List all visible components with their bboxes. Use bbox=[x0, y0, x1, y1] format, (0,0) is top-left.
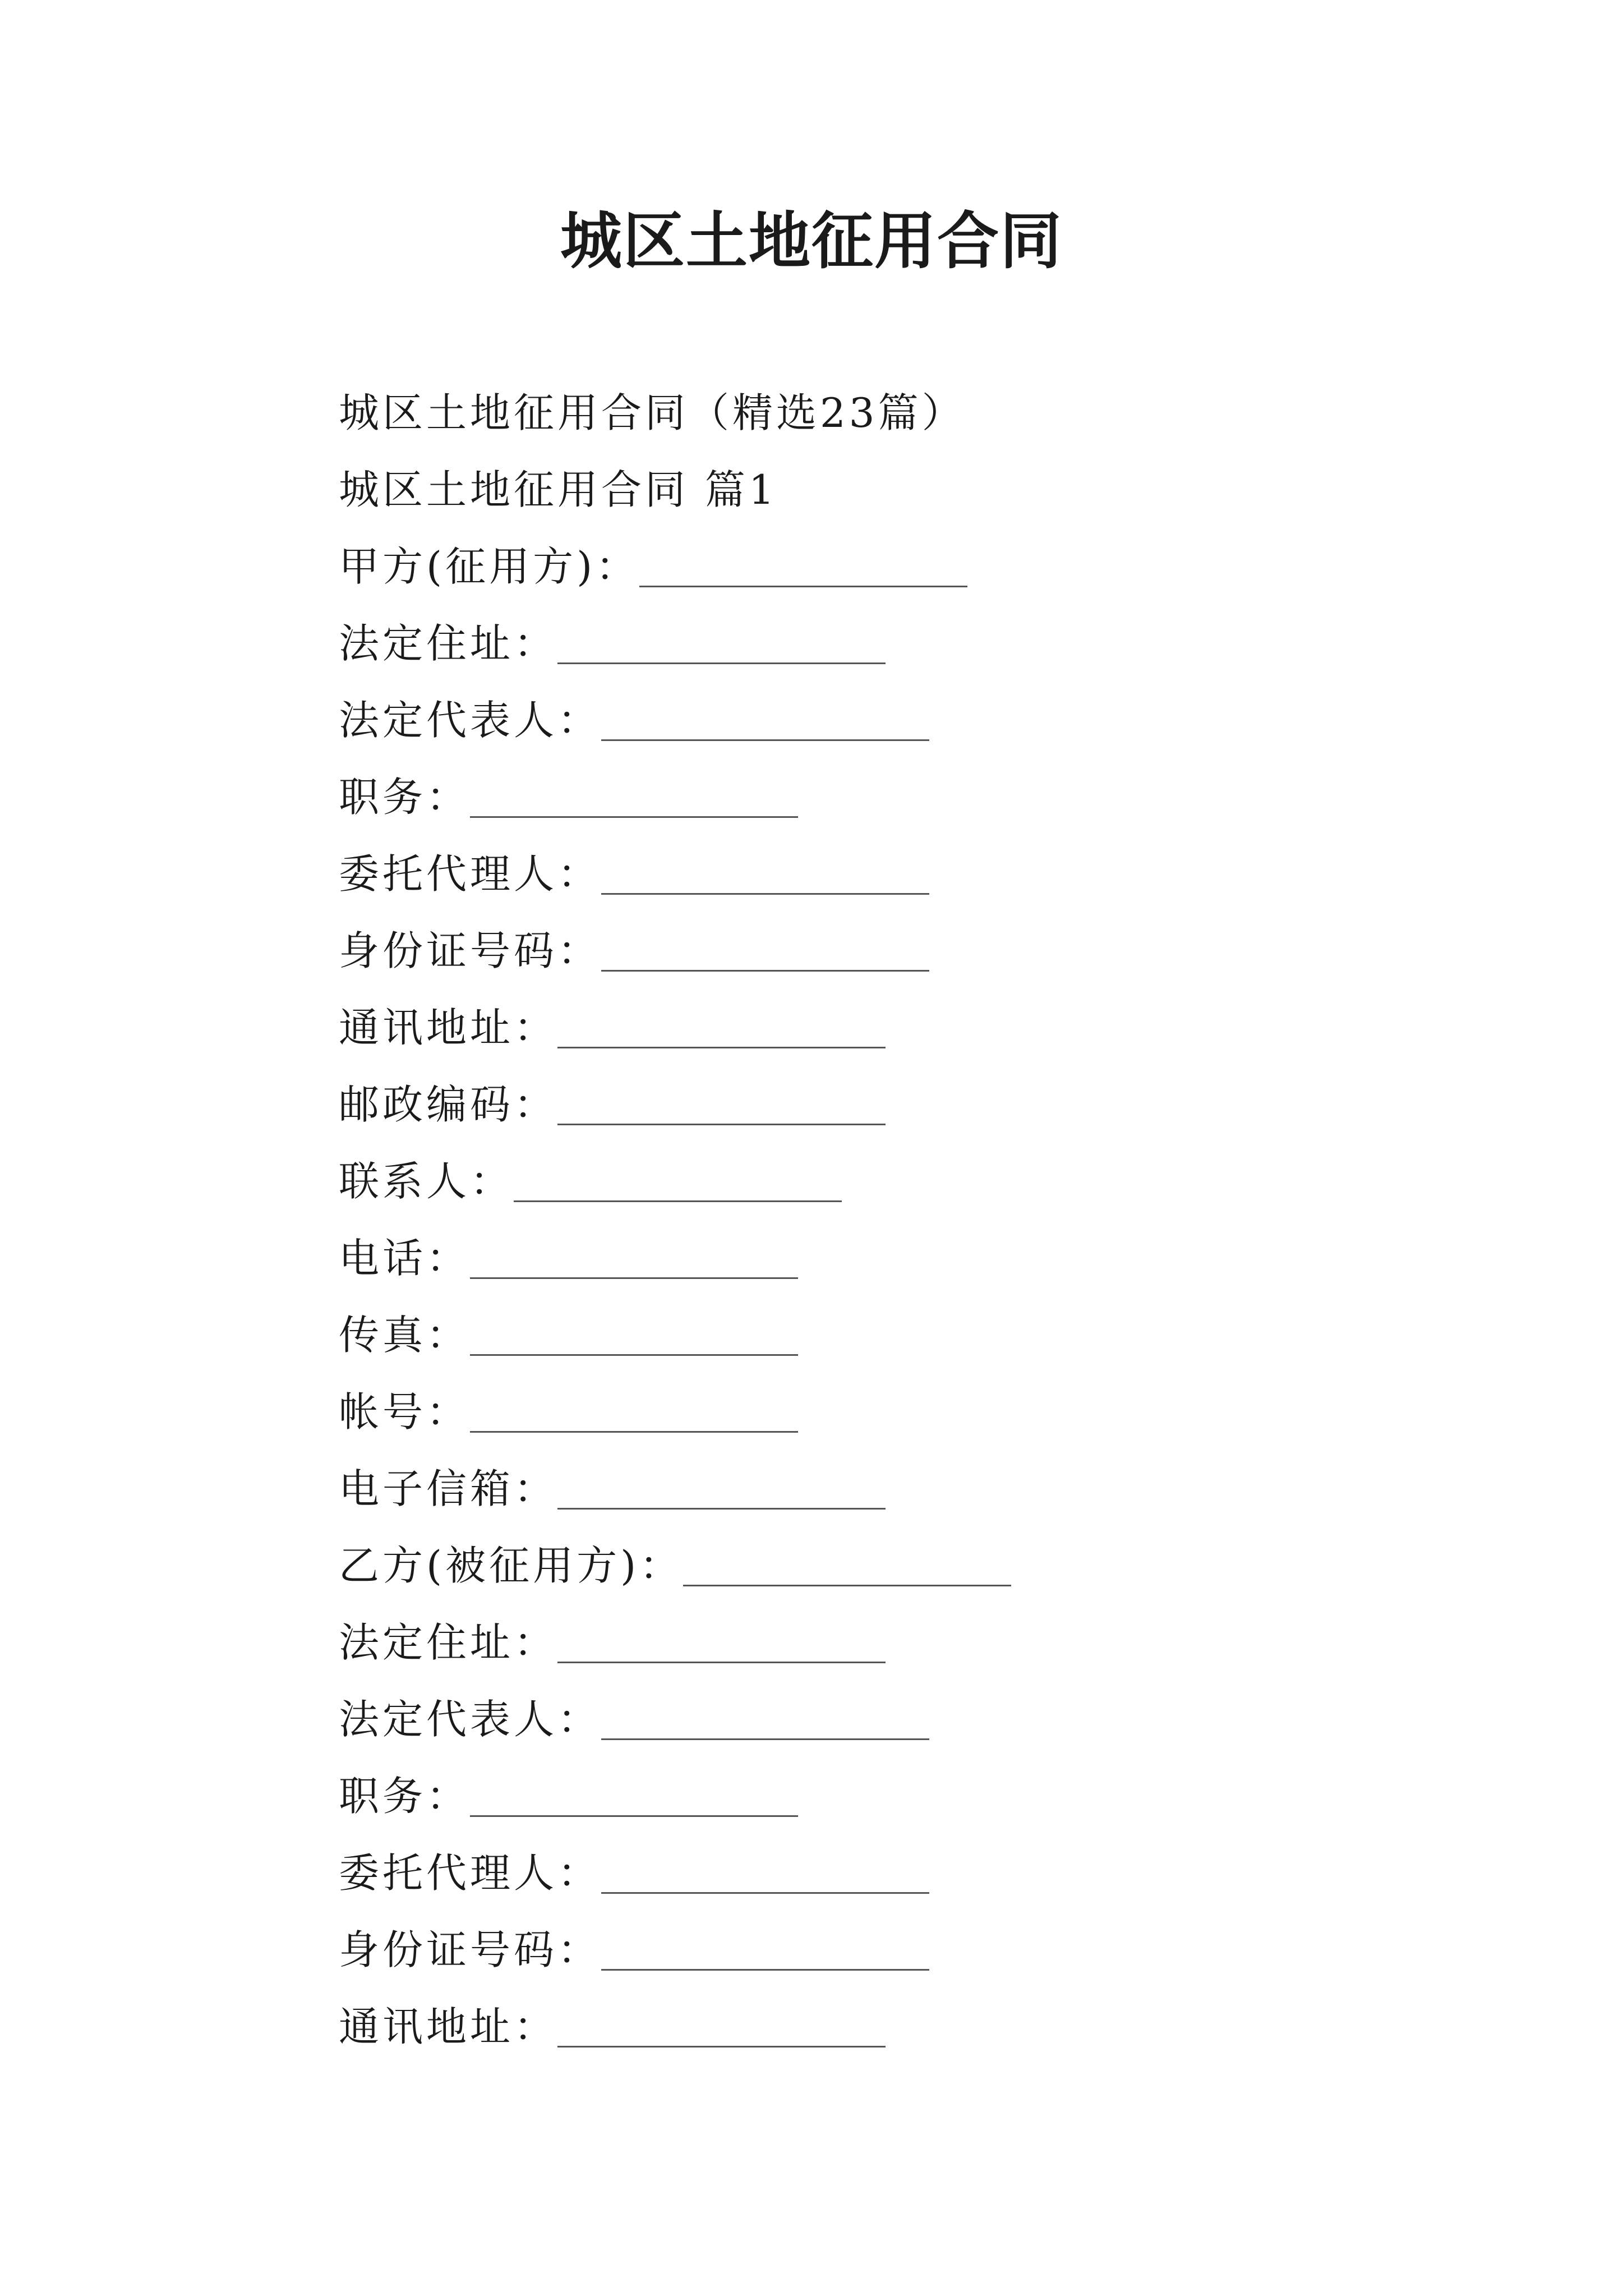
party-a-field-mailing-address bbox=[339, 990, 1460, 1066]
field-label: 职务： bbox=[339, 774, 471, 821]
fill-blank[interactable] bbox=[470, 1387, 798, 1433]
fill-blank[interactable] bbox=[557, 1080, 886, 1125]
party-b-field-legal-rep bbox=[339, 1681, 1460, 1758]
party-a-field-postcode bbox=[339, 1066, 1460, 1143]
fill-blank[interactable] bbox=[601, 1695, 929, 1740]
field-label: 帐号： bbox=[339, 1388, 471, 1435]
field-label: 电话： bbox=[339, 1235, 471, 1282]
field-label: 委托代理人： bbox=[339, 1849, 602, 1897]
fill-blank[interactable] bbox=[639, 542, 967, 587]
field-label: 法定代表人： bbox=[339, 1696, 602, 1743]
field-label: 身份证号码： bbox=[339, 927, 602, 974]
section-heading bbox=[339, 452, 1460, 528]
party-a-heading bbox=[339, 528, 1460, 605]
fill-blank[interactable] bbox=[470, 1310, 798, 1356]
subtitle-text: 城区土地征用合同（精选23篇） bbox=[339, 389, 966, 436]
document-body bbox=[339, 375, 1460, 2065]
party-b-field-mailing-address bbox=[339, 1989, 1460, 2065]
field-label: 职务： bbox=[339, 1773, 471, 1820]
party-a-field-agent bbox=[339, 836, 1460, 913]
fill-blank[interactable] bbox=[557, 1464, 886, 1510]
field-label: 身份证号码： bbox=[339, 1926, 602, 1973]
field-label: 通讯地址： bbox=[339, 1004, 558, 1051]
party-a-field-legal-rep bbox=[339, 682, 1460, 759]
document-subtitle bbox=[339, 375, 1460, 452]
fill-blank[interactable] bbox=[470, 1234, 798, 1279]
party-a-field-account bbox=[339, 1374, 1460, 1451]
fill-blank[interactable] bbox=[683, 1541, 1011, 1586]
section-heading-text: 城区土地征用合同 篇1 bbox=[339, 466, 778, 513]
party-a-field-address bbox=[339, 605, 1460, 682]
document-title: 城区土地征用合同 bbox=[560, 205, 1063, 277]
field-label: 法定代表人： bbox=[339, 697, 602, 744]
field-label: 委托代理人： bbox=[339, 850, 602, 898]
field-label: 通讯地址： bbox=[339, 2003, 558, 2050]
fill-blank[interactable] bbox=[601, 1848, 929, 1894]
party-b-field-address bbox=[339, 1604, 1460, 1681]
fill-blank[interactable] bbox=[514, 1157, 842, 1202]
fill-blank[interactable] bbox=[601, 696, 929, 741]
party-a-field-email bbox=[339, 1451, 1460, 1527]
party-a-field-fax bbox=[339, 1297, 1460, 1374]
party-b-field-agent bbox=[339, 1835, 1460, 1912]
party-a-field-position bbox=[339, 759, 1460, 836]
party-a-field-contact bbox=[339, 1143, 1460, 1220]
fill-blank[interactable] bbox=[601, 849, 929, 895]
party-a-field-id-number bbox=[339, 913, 1460, 990]
fill-blank[interactable] bbox=[470, 772, 798, 818]
field-label: 传真： bbox=[339, 1312, 471, 1359]
fill-blank[interactable] bbox=[557, 1618, 886, 1663]
fill-blank[interactable] bbox=[557, 1003, 886, 1048]
party-a-label: 甲方(征用方)： bbox=[339, 543, 640, 590]
party-b-heading bbox=[339, 1527, 1460, 1604]
fill-blank[interactable] bbox=[557, 2002, 886, 2047]
fill-blank[interactable] bbox=[601, 1925, 929, 1971]
field-label: 法定住址： bbox=[339, 620, 558, 667]
party-b-field-position bbox=[339, 1758, 1460, 1835]
field-label: 电子信箱： bbox=[339, 1465, 558, 1512]
field-label: 联系人： bbox=[339, 1158, 514, 1205]
field-label: 邮政编码： bbox=[339, 1081, 558, 1128]
party-b-field-id-number bbox=[339, 1912, 1460, 1989]
party-b-label: 乙方(被征用方)： bbox=[339, 1542, 684, 1589]
fill-blank[interactable] bbox=[470, 1772, 798, 1817]
fill-blank[interactable] bbox=[601, 926, 929, 972]
fill-blank[interactable] bbox=[557, 619, 886, 664]
field-label: 法定住址： bbox=[339, 1619, 558, 1666]
party-a-field-phone bbox=[339, 1220, 1460, 1297]
